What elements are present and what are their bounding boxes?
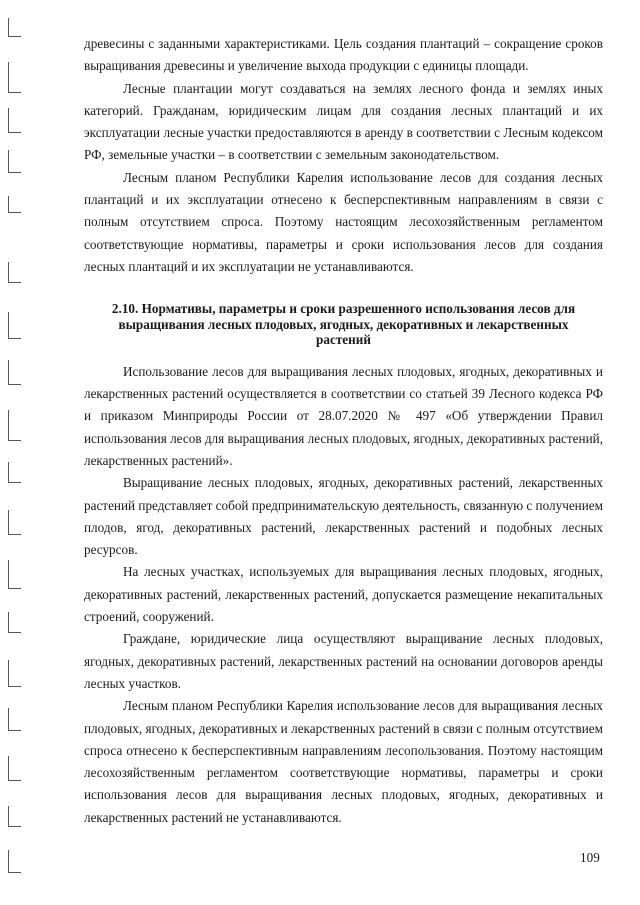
section-heading: 2.10. Нормативы, параметры и сроки разрешенного использования лесов для выращивания лесных плодовых, ягодных, декоративных и лекарственных растений [111,301,576,348]
paragraph: На лесных участках, используемых для выращивания лесных плодовых, ягодных, декоративных растений, лекарственных растений, допускается размещение некапитальных строений, сооружений. [84,564,603,625]
document-body [84,33,603,829]
paragraph: Граждане, юридические лица осуществляют выращивание лесных плодовых, ягодных, декоративных растений, лекарственных растений на основании договоров аренды лесных участков. [84,631,603,691]
paragraph: древесины с заданными характеристиками. Цель создания плантаций – сокращение сроков выращивания древесины и увеличение выхода продукции с единицы площади. [84,36,603,74]
paragraph: Лесным планом Республики Карелия использование лесов для выращивания лесных плодовых, ягодных, декоративных и лекарственных растений в связи с полным отсутствием спроса отнесено к бесперспективным направлениям лесопользования. Поэтому настоящим лесохозяйственным регламентом соответствующие нормативы, параметры и сроки использования лесов для выращивания лесных плодовых, ягодных, декоративных и лекарственных растений не устанавливаются. [84,698,603,825]
paragraph: Использование лесов для выращивания лесных плодовых, ягодных, декоративных и лекарственных растений осуществляется в соответствии со статьей 39 Лесного кодекса РФ и приказом Минприроды России от 28.07.2020 № 497 «Об утверждении Правил использования лесов для выращивания лесных плодовых, ягодных, декоративных растений, лекарственных растений». [84,363,603,468]
binding-edge-marks [0,0,30,905]
paragraph: Выращивание лесных плодовых, ягодных, декоративных растений, лекарственных растений представляет собой предпринимательскую деятельность, связанную с получением плодов, ягод, декоративных растений, лекарственных растений и подобных лесных ресурсов. [84,475,603,558]
paragraph: Лесные плантации могут создаваться на землях лесного фонда и землях иных категорий. Гражданам, юридическим лицам для создания лесных плантаций и их эксплуатации лесные участки предоставляются в аренду в соответствии с Лесным кодексом РФ, земельные участки – в соответствии с земельным законодательством. [84,80,603,163]
page-number: 109 [580,850,600,865]
paragraph: Лесным планом Республики Карелия использование лесов для создания лесных плантаций и их эксплуатации отнесено к бесперспективным направлениям в связи с полным отсутствием спроса. Поэтому настоящим лесохозяйственным регламентом соответствующие нормативы, параметры и сроки использования лесов для создания лесных плантаций и их эксплуатации не устанавливаются. [84,169,603,274]
